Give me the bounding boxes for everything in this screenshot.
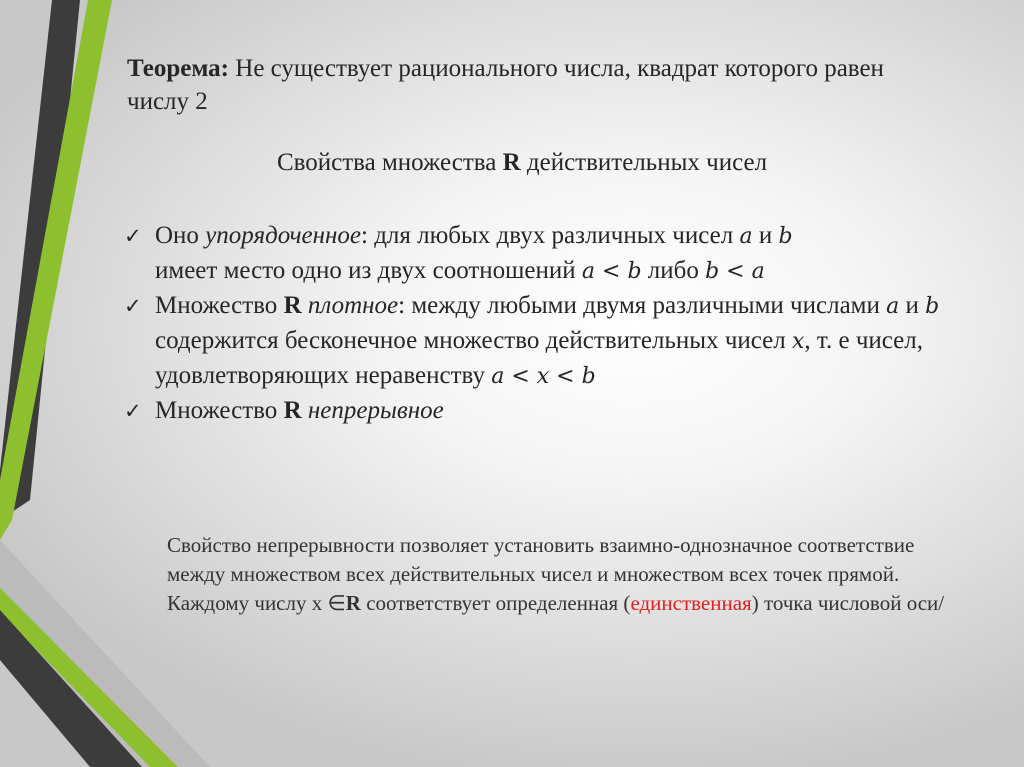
theorem-statement — [127, 52, 947, 118]
properties-title-before: Свойства множества — [276, 149, 503, 176]
property-text: Множество — [155, 397, 284, 424]
property-term: плотное — [301, 292, 399, 319]
properties-title — [0, 149, 1024, 177]
properties-list — [124, 219, 944, 428]
set-symbol-R: R — [502, 149, 521, 176]
math-a: a — [739, 224, 753, 249]
theorem-text: Не существует рационального числа, квадрат которого равен числу 2 — [127, 55, 884, 115]
property-text: Оно — [155, 222, 206, 249]
property-text: : между любыми двумя различными числами — [398, 292, 887, 319]
set-symbol-R: R — [345, 591, 361, 615]
property-term: непрерывное — [301, 397, 444, 424]
math-b: b — [925, 294, 940, 319]
property-term: упорядоченное — [205, 222, 361, 249]
property-text: , т. е чисел, удовлетворяющих неравенству — [155, 327, 923, 389]
property-text: : для любых двух различных чисел — [361, 222, 740, 249]
continuity-text: Свойство непрерывности позволяет установить взаимно-однозначное соответствие между множеством всех действительных чисел и множеством всех точек прямой. Каждому числу х — [167, 533, 915, 615]
element-of-symbol: ∈ — [327, 591, 346, 615]
math-inequality: a < x < b — [491, 364, 596, 389]
properties-title-after: действительных чисел — [520, 149, 768, 176]
property-text: и — [899, 292, 926, 319]
set-symbol-R: R — [283, 292, 302, 319]
math-relation: b < a — [705, 259, 765, 284]
property-text: либо — [641, 257, 706, 284]
property-ordered — [124, 219, 944, 289]
math-relation: a < b — [581, 259, 642, 284]
property-dense — [124, 289, 944, 394]
set-symbol-R: R — [283, 397, 302, 424]
property-continuous — [124, 394, 944, 428]
math-b: b — [778, 224, 793, 249]
highlight-unique: единственная — [630, 591, 752, 615]
check-icon: ✓ — [124, 224, 142, 248]
property-text: Множество — [155, 292, 284, 319]
math-x: x — [792, 329, 805, 354]
math-a: a — [886, 294, 900, 319]
property-text: имеет место одно из двух соотношений — [155, 257, 582, 284]
continuity-text: соответствует определенная ( — [360, 591, 631, 615]
check-icon: ✓ — [124, 294, 142, 318]
continuity-text: ) точка числовой оси/ — [751, 591, 945, 615]
continuity-paragraph — [167, 531, 967, 618]
property-text: и — [752, 222, 779, 249]
check-icon: ✓ — [124, 399, 142, 423]
property-text: содержится бесконечное множество действительных чисел — [155, 327, 792, 354]
theorem-label: Теорема: — [127, 55, 230, 82]
